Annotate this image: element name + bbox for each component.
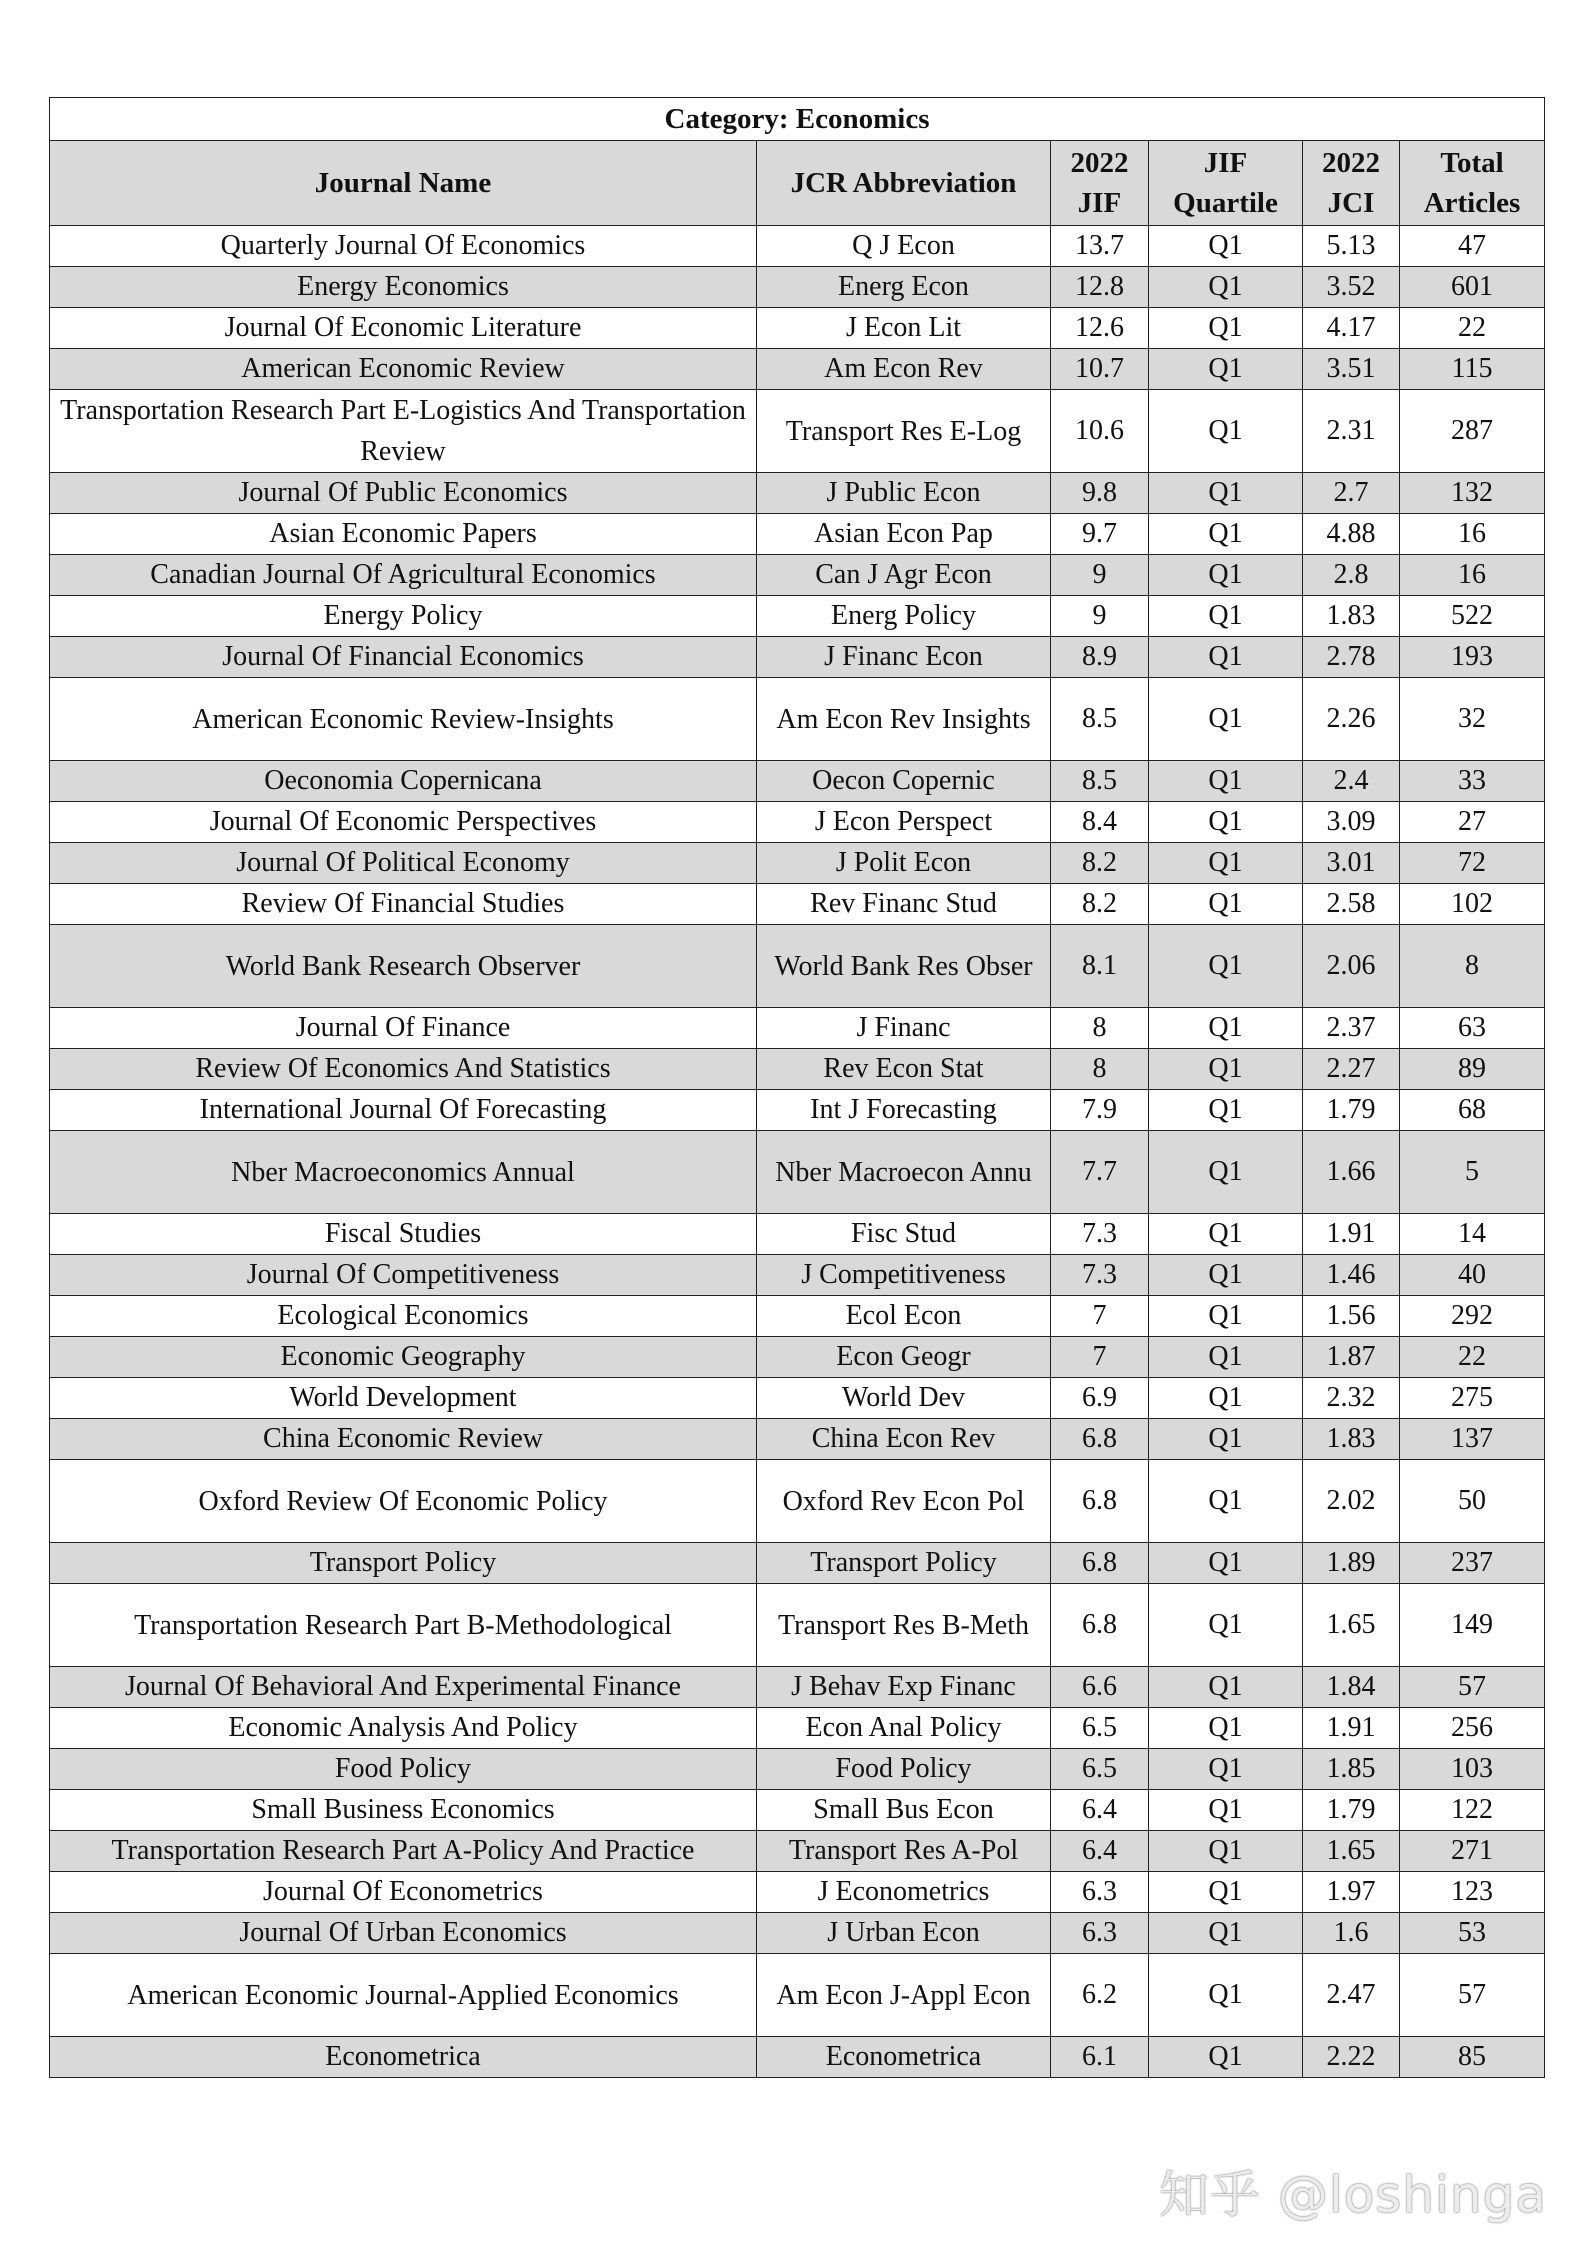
jif-cell: 10.6 xyxy=(1051,390,1149,473)
category-title: Category: Economics xyxy=(50,98,1545,141)
jci-cell: 1.83 xyxy=(1303,596,1400,637)
table-row xyxy=(50,761,1545,802)
articles-cell: 22 xyxy=(1400,308,1545,349)
articles-cell: 27 xyxy=(1400,802,1545,843)
quartile-cell: Q1 xyxy=(1149,1131,1303,1214)
journal-name-cell: American Economic Review-Insights xyxy=(50,678,757,761)
quartile-cell: Q1 xyxy=(1149,514,1303,555)
journal-name-cell: Journal Of Econometrics xyxy=(50,1872,757,1913)
abbreviation-cell: World Dev xyxy=(757,1378,1051,1419)
jci-cell: 1.65 xyxy=(1303,1584,1400,1667)
table-row xyxy=(50,1049,1545,1090)
abbreviation-cell: Int J Forecasting xyxy=(757,1090,1051,1131)
abbreviation-cell: Q J Econ xyxy=(757,226,1051,267)
articles-cell: 287 xyxy=(1400,390,1545,473)
abbreviation-cell: Rev Econ Stat xyxy=(757,1049,1051,1090)
jif-cell: 6.6 xyxy=(1051,1667,1149,1708)
abbreviation-cell: J Public Econ xyxy=(757,473,1051,514)
abbreviation-cell: Energ Policy xyxy=(757,596,1051,637)
journal-name-cell: Small Business Economics xyxy=(50,1790,757,1831)
journal-name-cell: Food Policy xyxy=(50,1749,757,1790)
quartile-cell: Q1 xyxy=(1149,267,1303,308)
jif-cell: 8 xyxy=(1051,1008,1149,1049)
table-row xyxy=(50,349,1545,390)
jif-cell: 6.8 xyxy=(1051,1419,1149,1460)
table-row xyxy=(50,637,1545,678)
quartile-cell: Q1 xyxy=(1149,596,1303,637)
articles-cell: 271 xyxy=(1400,1831,1545,1872)
abbreviation-cell: Can J Agr Econ xyxy=(757,555,1051,596)
jif-cell: 7.3 xyxy=(1051,1214,1149,1255)
journal-name-cell: China Economic Review xyxy=(50,1419,757,1460)
abbreviation-cell: Econ Geogr xyxy=(757,1337,1051,1378)
journal-name-cell: Transportation Research Part A-Policy And Practice xyxy=(50,1831,757,1872)
articles-cell: 53 xyxy=(1400,1913,1545,1954)
jif-cell: 7.7 xyxy=(1051,1131,1149,1214)
jci-cell: 5.13 xyxy=(1303,226,1400,267)
jif-cell: 9.8 xyxy=(1051,473,1149,514)
articles-cell: 292 xyxy=(1400,1296,1545,1337)
jci-cell: 2.37 xyxy=(1303,1008,1400,1049)
jif-cell: 7.9 xyxy=(1051,1090,1149,1131)
jci-cell: 1.79 xyxy=(1303,1790,1400,1831)
jif-cell: 8.5 xyxy=(1051,761,1149,802)
table-row xyxy=(50,1008,1545,1049)
journal-table xyxy=(49,97,1545,2078)
quartile-cell: Q1 xyxy=(1149,390,1303,473)
table-row xyxy=(50,473,1545,514)
table-row xyxy=(50,1543,1545,1584)
abbreviation-cell: Nber Macroecon Annu xyxy=(757,1131,1051,1214)
table-row xyxy=(50,1337,1545,1378)
articles-cell: 32 xyxy=(1400,678,1545,761)
articles-cell: 50 xyxy=(1400,1460,1545,1543)
journal-name-cell: Journal Of Public Economics xyxy=(50,473,757,514)
jif-cell: 8.4 xyxy=(1051,802,1149,843)
table-row xyxy=(50,226,1545,267)
quartile-cell: Q1 xyxy=(1149,1913,1303,1954)
articles-cell: 103 xyxy=(1400,1749,1545,1790)
abbreviation-cell: Asian Econ Pap xyxy=(757,514,1051,555)
abbreviation-cell: Am Econ Rev Insights xyxy=(757,678,1051,761)
quartile-cell: Q1 xyxy=(1149,761,1303,802)
journal-name-cell: Journal Of Financial Economics xyxy=(50,637,757,678)
table-row xyxy=(50,596,1545,637)
header-journal-name: Journal Name xyxy=(50,141,757,226)
jif-cell: 8.5 xyxy=(1051,678,1149,761)
journal-name-cell: Oxford Review Of Economic Policy xyxy=(50,1460,757,1543)
abbreviation-cell: Food Policy xyxy=(757,1749,1051,1790)
jci-cell: 2.58 xyxy=(1303,884,1400,925)
jif-cell: 9.7 xyxy=(1051,514,1149,555)
quartile-cell: Q1 xyxy=(1149,1667,1303,1708)
jci-cell: 1.46 xyxy=(1303,1255,1400,1296)
table-row xyxy=(50,843,1545,884)
abbreviation-cell: J Econometrics xyxy=(757,1872,1051,1913)
quartile-cell: Q1 xyxy=(1149,473,1303,514)
abbreviation-cell: Rev Financ Stud xyxy=(757,884,1051,925)
articles-cell: 40 xyxy=(1400,1255,1545,1296)
articles-cell: 57 xyxy=(1400,1667,1545,1708)
abbreviation-cell: Econ Anal Policy xyxy=(757,1708,1051,1749)
table-row xyxy=(50,1584,1545,1667)
abbreviation-cell: Am Econ J-Appl Econ xyxy=(757,1954,1051,2037)
jif-cell: 9 xyxy=(1051,555,1149,596)
table-row xyxy=(50,1378,1545,1419)
table-row xyxy=(50,2037,1545,2078)
quartile-cell: Q1 xyxy=(1149,2037,1303,2078)
quartile-cell: Q1 xyxy=(1149,1543,1303,1584)
jif-cell: 13.7 xyxy=(1051,226,1149,267)
quartile-cell: Q1 xyxy=(1149,1049,1303,1090)
jif-cell: 12.8 xyxy=(1051,267,1149,308)
articles-cell: 68 xyxy=(1400,1090,1545,1131)
jif-cell: 6.3 xyxy=(1051,1872,1149,1913)
jci-cell: 2.4 xyxy=(1303,761,1400,802)
table-row xyxy=(50,390,1545,473)
jci-cell: 2.31 xyxy=(1303,390,1400,473)
abbreviation-cell: J Econ Perspect xyxy=(757,802,1051,843)
jci-cell: 2.22 xyxy=(1303,2037,1400,2078)
journal-name-cell: Transport Policy xyxy=(50,1543,757,1584)
jci-cell: 2.7 xyxy=(1303,473,1400,514)
journal-name-cell: World Development xyxy=(50,1378,757,1419)
watermark: 知乎 @loshinga xyxy=(1158,2166,1547,2224)
articles-cell: 5 xyxy=(1400,1131,1545,1214)
journal-name-cell: Transportation Research Part B-Methodological xyxy=(50,1584,757,1667)
jif-cell: 8.2 xyxy=(1051,884,1149,925)
table-row xyxy=(50,308,1545,349)
jif-cell: 6.8 xyxy=(1051,1584,1149,1667)
abbreviation-cell: Oecon Copernic xyxy=(757,761,1051,802)
table-row xyxy=(50,1419,1545,1460)
quartile-cell: Q1 xyxy=(1149,1584,1303,1667)
jif-cell: 12.6 xyxy=(1051,308,1149,349)
jci-cell: 2.8 xyxy=(1303,555,1400,596)
table-row xyxy=(50,1296,1545,1337)
journal-name-cell: Fiscal Studies xyxy=(50,1214,757,1255)
journal-name-cell: Energy Economics xyxy=(50,267,757,308)
table-row xyxy=(50,1954,1545,2037)
quartile-cell: Q1 xyxy=(1149,349,1303,390)
abbreviation-cell: Transport Res A-Pol xyxy=(757,1831,1051,1872)
articles-cell: 115 xyxy=(1400,349,1545,390)
articles-cell: 601 xyxy=(1400,267,1545,308)
articles-cell: 22 xyxy=(1400,1337,1545,1378)
abbreviation-cell: Ecol Econ xyxy=(757,1296,1051,1337)
jif-cell: 6.5 xyxy=(1051,1749,1149,1790)
articles-cell: 137 xyxy=(1400,1419,1545,1460)
quartile-cell: Q1 xyxy=(1149,1255,1303,1296)
journal-name-cell: Economic Analysis And Policy xyxy=(50,1708,757,1749)
table-row xyxy=(50,1667,1545,1708)
articles-cell: 522 xyxy=(1400,596,1545,637)
table-row xyxy=(50,1790,1545,1831)
jci-cell: 1.83 xyxy=(1303,1419,1400,1460)
quartile-cell: Q1 xyxy=(1149,1872,1303,1913)
jci-cell: 1.91 xyxy=(1303,1214,1400,1255)
articles-cell: 85 xyxy=(1400,2037,1545,2078)
articles-cell: 132 xyxy=(1400,473,1545,514)
abbreviation-cell: Oxford Rev Econ Pol xyxy=(757,1460,1051,1543)
articles-cell: 256 xyxy=(1400,1708,1545,1749)
jci-cell: 2.06 xyxy=(1303,925,1400,1008)
jif-cell: 6.8 xyxy=(1051,1543,1149,1584)
jci-cell: 3.51 xyxy=(1303,349,1400,390)
jci-cell: 2.27 xyxy=(1303,1049,1400,1090)
journal-name-cell: Journal Of Competitiveness xyxy=(50,1255,757,1296)
jci-cell: 1.91 xyxy=(1303,1708,1400,1749)
articles-cell: 14 xyxy=(1400,1214,1545,1255)
table-row xyxy=(50,802,1545,843)
jif-cell: 6.5 xyxy=(1051,1708,1149,1749)
quartile-cell: Q1 xyxy=(1149,678,1303,761)
abbreviation-cell: J Financ xyxy=(757,1008,1051,1049)
jif-cell: 7 xyxy=(1051,1296,1149,1337)
journal-name-cell: World Bank Research Observer xyxy=(50,925,757,1008)
jif-cell: 6.4 xyxy=(1051,1831,1149,1872)
jci-cell: 1.79 xyxy=(1303,1090,1400,1131)
jif-cell: 6.9 xyxy=(1051,1378,1149,1419)
jif-cell: 6.8 xyxy=(1051,1460,1149,1543)
table-row xyxy=(50,1460,1545,1543)
articles-cell: 33 xyxy=(1400,761,1545,802)
table-row xyxy=(50,1708,1545,1749)
jci-cell: 1.56 xyxy=(1303,1296,1400,1337)
quartile-cell: Q1 xyxy=(1149,308,1303,349)
journal-name-cell: Journal Of Political Economy xyxy=(50,843,757,884)
jci-cell: 1.87 xyxy=(1303,1337,1400,1378)
abbreviation-cell: Transport Res E-Log xyxy=(757,390,1051,473)
journal-name-cell: Oeconomia Copernicana xyxy=(50,761,757,802)
abbreviation-cell: J Competitiveness xyxy=(757,1255,1051,1296)
abbreviation-cell: Small Bus Econ xyxy=(757,1790,1051,1831)
jif-cell: 10.7 xyxy=(1051,349,1149,390)
quartile-cell: Q1 xyxy=(1149,802,1303,843)
jci-cell: 3.52 xyxy=(1303,267,1400,308)
jif-cell: 6.3 xyxy=(1051,1913,1149,1954)
jci-cell: 4.17 xyxy=(1303,308,1400,349)
quartile-cell: Q1 xyxy=(1149,925,1303,1008)
jif-cell: 7.3 xyxy=(1051,1255,1149,1296)
articles-cell: 16 xyxy=(1400,555,1545,596)
jci-cell: 3.01 xyxy=(1303,843,1400,884)
jci-cell: 1.84 xyxy=(1303,1667,1400,1708)
jif-cell: 6.1 xyxy=(1051,2037,1149,2078)
quartile-cell: Q1 xyxy=(1149,1954,1303,2037)
articles-cell: 149 xyxy=(1400,1584,1545,1667)
table-row xyxy=(50,1131,1545,1214)
quartile-cell: Q1 xyxy=(1149,1214,1303,1255)
table-row xyxy=(50,1255,1545,1296)
abbreviation-cell: China Econ Rev xyxy=(757,1419,1051,1460)
articles-cell: 122 xyxy=(1400,1790,1545,1831)
table-row xyxy=(50,678,1545,761)
jci-cell: 2.78 xyxy=(1303,637,1400,678)
quartile-cell: Q1 xyxy=(1149,1419,1303,1460)
jci-cell: 2.26 xyxy=(1303,678,1400,761)
jci-cell: 3.09 xyxy=(1303,802,1400,843)
table-row xyxy=(50,267,1545,308)
abbreviation-cell: J Urban Econ xyxy=(757,1913,1051,1954)
jif-cell: 6.4 xyxy=(1051,1790,1149,1831)
journal-name-cell: Canadian Journal Of Agricultural Economics xyxy=(50,555,757,596)
abbreviation-cell: Energ Econ xyxy=(757,267,1051,308)
journal-name-cell: Journal Of Economic Perspectives xyxy=(50,802,757,843)
table-row xyxy=(50,514,1545,555)
jci-cell: 1.66 xyxy=(1303,1131,1400,1214)
jif-cell: 7 xyxy=(1051,1337,1149,1378)
jif-cell: 8.1 xyxy=(1051,925,1149,1008)
articles-cell: 193 xyxy=(1400,637,1545,678)
jif-cell: 9 xyxy=(1051,596,1149,637)
articles-cell: 57 xyxy=(1400,1954,1545,2037)
quartile-cell: Q1 xyxy=(1149,1090,1303,1131)
journal-name-cell: Review Of Financial Studies xyxy=(50,884,757,925)
quartile-cell: Q1 xyxy=(1149,1790,1303,1831)
header-articles: Total Articles xyxy=(1400,141,1545,226)
articles-cell: 16 xyxy=(1400,514,1545,555)
articles-cell: 89 xyxy=(1400,1049,1545,1090)
quartile-cell: Q1 xyxy=(1149,1831,1303,1872)
jci-cell: 1.89 xyxy=(1303,1543,1400,1584)
quartile-cell: Q1 xyxy=(1149,1337,1303,1378)
articles-cell: 47 xyxy=(1400,226,1545,267)
abbreviation-cell: Econometrica xyxy=(757,2037,1051,2078)
journal-name-cell: Journal Of Finance xyxy=(50,1008,757,1049)
quartile-cell: Q1 xyxy=(1149,1749,1303,1790)
journal-name-cell: Transportation Research Part E-Logistics And Transportation Review xyxy=(50,390,757,473)
abbreviation-cell: Transport Res B-Meth xyxy=(757,1584,1051,1667)
jci-cell: 1.6 xyxy=(1303,1913,1400,1954)
journal-name-cell: Journal Of Urban Economics xyxy=(50,1913,757,1954)
quartile-cell: Q1 xyxy=(1149,637,1303,678)
table-row xyxy=(50,1872,1545,1913)
jif-cell: 8.9 xyxy=(1051,637,1149,678)
table-row xyxy=(50,1214,1545,1255)
articles-cell: 237 xyxy=(1400,1543,1545,1584)
table-row xyxy=(50,1090,1545,1131)
journal-name-cell: Journal Of Economic Literature xyxy=(50,308,757,349)
header-jif: 2022 JIF xyxy=(1051,141,1149,226)
table-row xyxy=(50,555,1545,596)
abbreviation-cell: J Financ Econ xyxy=(757,637,1051,678)
jif-cell: 8.2 xyxy=(1051,843,1149,884)
quartile-cell: Q1 xyxy=(1149,1708,1303,1749)
journal-name-cell: Asian Economic Papers xyxy=(50,514,757,555)
jci-cell: 2.32 xyxy=(1303,1378,1400,1419)
quartile-cell: Q1 xyxy=(1149,1460,1303,1543)
quartile-cell: Q1 xyxy=(1149,226,1303,267)
jif-cell: 6.2 xyxy=(1051,1954,1149,2037)
quartile-cell: Q1 xyxy=(1149,1378,1303,1419)
journal-name-cell: American Economic Journal-Applied Economics xyxy=(50,1954,757,2037)
journal-name-cell: Economic Geography xyxy=(50,1337,757,1378)
jci-cell: 2.02 xyxy=(1303,1460,1400,1543)
table-row xyxy=(50,1913,1545,1954)
abbreviation-cell: Am Econ Rev xyxy=(757,349,1051,390)
abbreviation-cell: J Behav Exp Financ xyxy=(757,1667,1051,1708)
header-quartile: JIF Quartile xyxy=(1149,141,1303,226)
articles-cell: 63 xyxy=(1400,1008,1545,1049)
quartile-cell: Q1 xyxy=(1149,1008,1303,1049)
articles-cell: 275 xyxy=(1400,1378,1545,1419)
journal-name-cell: International Journal Of Forecasting xyxy=(50,1090,757,1131)
journal-name-cell: Review Of Economics And Statistics xyxy=(50,1049,757,1090)
articles-cell: 102 xyxy=(1400,884,1545,925)
quartile-cell: Q1 xyxy=(1149,555,1303,596)
header-abbreviation: JCR Abbreviation xyxy=(757,141,1051,226)
table-row xyxy=(50,884,1545,925)
jci-cell: 1.97 xyxy=(1303,1872,1400,1913)
articles-cell: 72 xyxy=(1400,843,1545,884)
journal-name-cell: American Economic Review xyxy=(50,349,757,390)
journal-name-cell: Journal Of Behavioral And Experimental Finance xyxy=(50,1667,757,1708)
jci-cell: 1.65 xyxy=(1303,1831,1400,1872)
articles-cell: 8 xyxy=(1400,925,1545,1008)
journal-name-cell: Econometrica xyxy=(50,2037,757,2078)
articles-cell: 123 xyxy=(1400,1872,1545,1913)
journal-name-cell: Energy Policy xyxy=(50,596,757,637)
jci-cell: 2.47 xyxy=(1303,1954,1400,2037)
abbreviation-cell: World Bank Res Obser xyxy=(757,925,1051,1008)
quartile-cell: Q1 xyxy=(1149,884,1303,925)
table-row xyxy=(50,1749,1545,1790)
abbreviation-cell: J Polit Econ xyxy=(757,843,1051,884)
journal-name-cell: Nber Macroeconomics Annual xyxy=(50,1131,757,1214)
abbreviation-cell: Transport Policy xyxy=(757,1543,1051,1584)
abbreviation-cell: J Econ Lit xyxy=(757,308,1051,349)
jci-cell: 1.85 xyxy=(1303,1749,1400,1790)
jif-cell: 8 xyxy=(1051,1049,1149,1090)
abbreviation-cell: Fisc Stud xyxy=(757,1214,1051,1255)
journal-name-cell: Quarterly Journal Of Economics xyxy=(50,226,757,267)
jci-cell: 4.88 xyxy=(1303,514,1400,555)
table-row xyxy=(50,1831,1545,1872)
table-row xyxy=(50,925,1545,1008)
journal-name-cell: Ecological Economics xyxy=(50,1296,757,1337)
quartile-cell: Q1 xyxy=(1149,1296,1303,1337)
header-jci: 2022 JCI xyxy=(1303,141,1400,226)
quartile-cell: Q1 xyxy=(1149,843,1303,884)
